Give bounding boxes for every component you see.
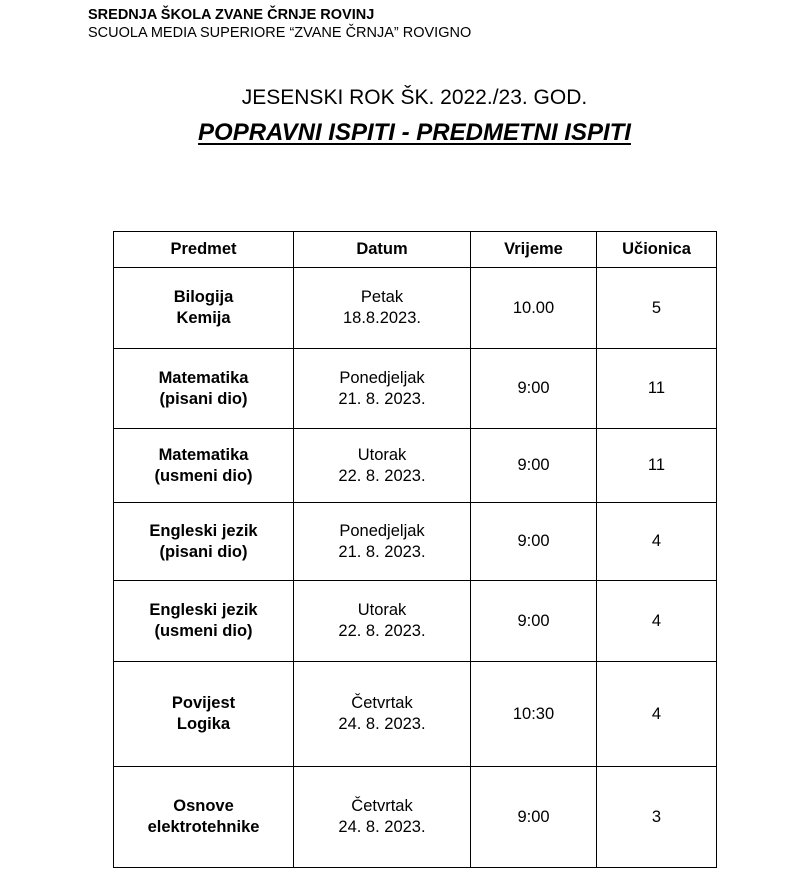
subject-line: Engleski jezik [149, 601, 258, 619]
table-row [114, 349, 717, 429]
day-label: Ponedjeljak [339, 368, 425, 387]
subject-line: (usmeni dio) [154, 466, 253, 485]
subject-line: Kemija [176, 309, 231, 327]
exam-schedule-table [113, 231, 717, 868]
classroom-cell: 11 [597, 349, 717, 429]
date-label: 22. 8. 2023. [338, 622, 426, 640]
time-cell: 9:00 [471, 581, 597, 662]
date-label: 21. 8. 2023. [338, 542, 426, 561]
day-label: Utorak [357, 445, 407, 464]
column-header-date: Datum [294, 232, 471, 268]
table-row [114, 581, 717, 662]
subject-line: Matematika [158, 445, 249, 464]
time-cell: 9:00 [471, 767, 597, 868]
date-label: 22. 8. 2023. [338, 466, 426, 485]
day-label: Četvrtak [351, 797, 413, 815]
time-cell: 10:30 [471, 662, 597, 767]
table-row [114, 429, 717, 503]
subject-line: Bilogija [173, 288, 234, 306]
term-title: JESENSKI ROK ŠK. 2022./23. GOD. [241, 86, 588, 109]
subject-cell [114, 503, 294, 581]
day-label: Utorak [357, 601, 407, 619]
date-label: 24. 8. 2023. [338, 715, 426, 733]
subject-line: (pisani dio) [159, 542, 248, 561]
date-cell [294, 662, 471, 767]
table-row [114, 503, 717, 581]
classroom-cell: 4 [597, 662, 717, 767]
date-cell [294, 349, 471, 429]
subject-cell [114, 662, 294, 767]
time-cell: 9:00 [471, 503, 597, 581]
day-label: Četvrtak [351, 694, 413, 712]
exam-title: POPRAVNI ISPITI - PREDMETNI ISPITI [198, 119, 631, 146]
date-cell [294, 268, 471, 349]
date-cell [294, 503, 471, 581]
subject-line: (pisani dio) [159, 389, 248, 408]
classroom-cell: 5 [597, 268, 717, 349]
time-cell: 9:00 [471, 349, 597, 429]
time-cell: 9:00 [471, 429, 597, 503]
date-cell [294, 429, 471, 503]
subject-cell [114, 429, 294, 503]
subject-cell [114, 767, 294, 868]
subject-line: Povijest [171, 694, 236, 712]
subject-cell [114, 268, 294, 349]
subject-line: Matematika [158, 368, 249, 387]
date-label: 24. 8. 2023. [338, 818, 426, 836]
column-header-subject: Predmet [114, 232, 294, 268]
table-row [114, 662, 717, 767]
school-name-croatian: SREDNJA ŠKOLA ZVANE ČRNJE ROVINJ [88, 7, 375, 23]
day-label: Ponedjeljak [339, 521, 425, 540]
school-header [88, 6, 471, 42]
subject-cell [114, 581, 294, 662]
classroom-cell: 4 [597, 503, 717, 581]
subject-line: Logika [176, 715, 231, 733]
subject-line: Osnove [173, 797, 234, 815]
school-name-italian: SCUOLA MEDIA SUPERIORE “ZVANE ČRNJA” ROVIGNO [88, 25, 472, 41]
date-cell [294, 581, 471, 662]
classroom-cell: 4 [597, 581, 717, 662]
table-header-row [114, 232, 717, 268]
classroom-cell: 11 [597, 429, 717, 503]
table-row [114, 767, 717, 868]
time-cell: 10.00 [471, 268, 597, 349]
date-cell [294, 767, 471, 868]
classroom-cell: 3 [597, 767, 717, 868]
subject-line: Engleski jezik [149, 521, 258, 540]
date-label: 18.8.2023. [343, 309, 421, 327]
subject-cell [114, 349, 294, 429]
subject-line: (usmeni dio) [154, 622, 253, 640]
day-label: Petak [360, 288, 404, 306]
subject-line: elektrotehnike [147, 818, 260, 836]
date-label: 21. 8. 2023. [338, 389, 426, 408]
column-header-classroom: Učionica [597, 232, 717, 268]
table-row [114, 268, 717, 349]
column-header-time: Vrijeme [471, 232, 597, 268]
